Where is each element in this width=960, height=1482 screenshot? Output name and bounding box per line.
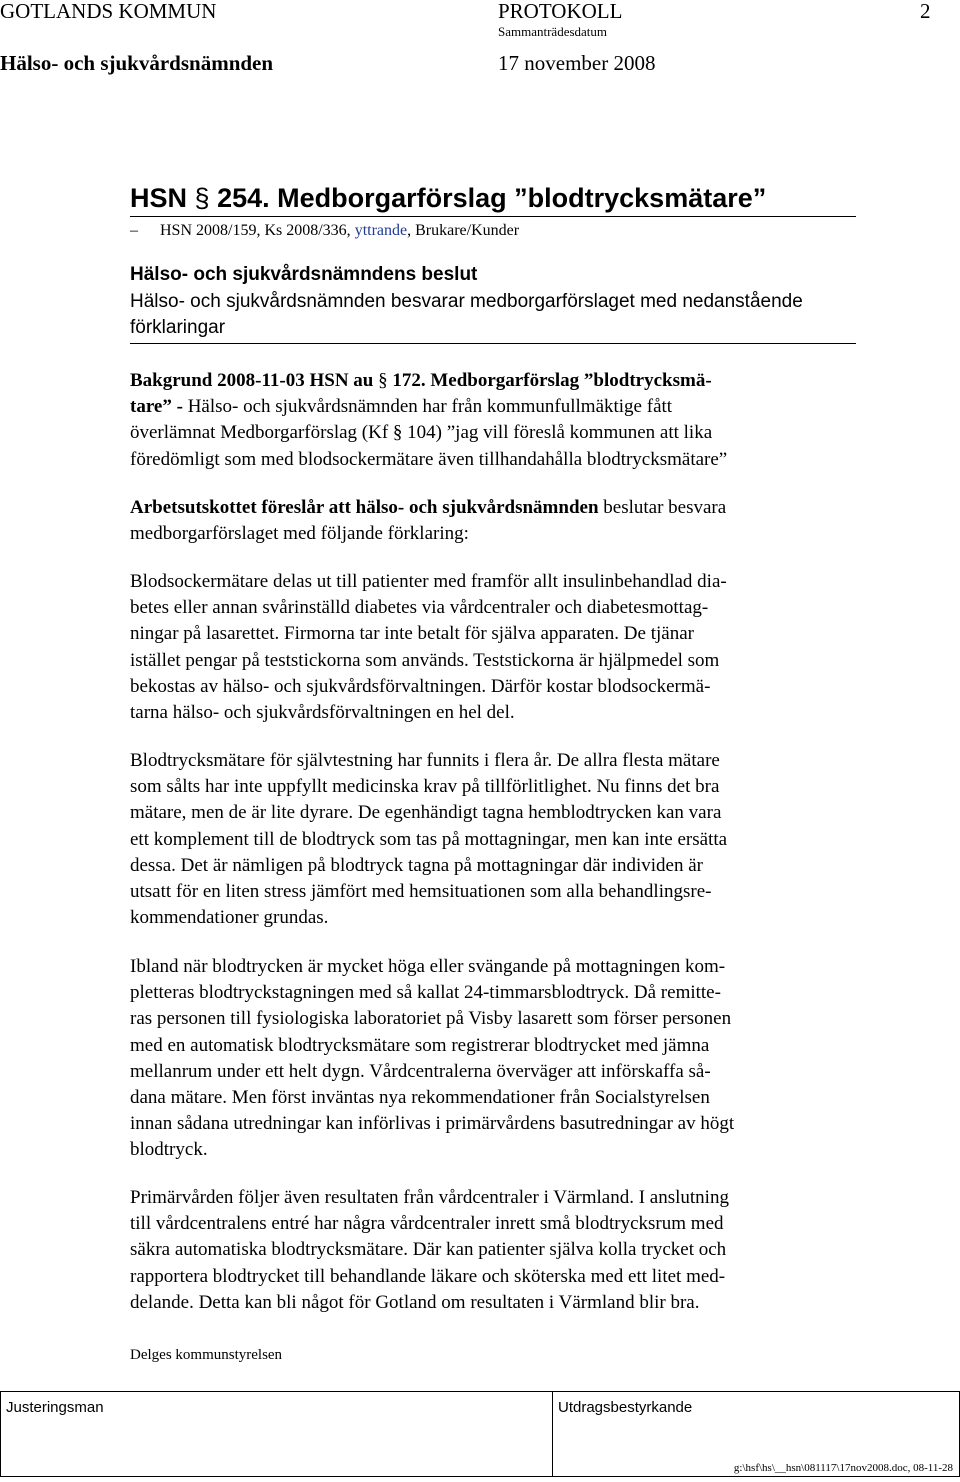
decision-heading: Hälso- och sjukvårdsnämndens beslut — [130, 264, 478, 285]
paragraph-line: Ibland när blodtrycken är mycket höga eller svängande på mottagningen kom- — [130, 956, 726, 977]
decision-text — [130, 289, 850, 341]
background-text: 104) ”jag vill föreslå kommunen att lika — [402, 422, 713, 444]
section-sign-icon: § — [194, 183, 210, 213]
section-title — [130, 183, 766, 214]
background-heading-cont: 172. Medborgarförslag ”blodtrycksmä- — [387, 370, 712, 391]
title-text: 254. Medborgarförslag ”blodtrycksmätare” — [217, 183, 767, 213]
background-heading-end: tare” - — [130, 396, 188, 418]
paragraph-line: Blodtrycksmätare för självtestning har funnits i flera år. De allra flesta mätare — [130, 750, 720, 771]
paragraph-line: tarna hälso- och sjukvårdsförvaltningen en hel del. — [130, 702, 515, 724]
paragraph-line: ett komplement till de blodtryck som tas på mottagningar, men kan inte ersätta — [130, 828, 728, 850]
paragraph-line: till vårdcentralens entré har några vårdcentraler inrett små blodtrycksrum med — [130, 1213, 724, 1235]
paragraph-line: bekostas av hälso- och sjukvårdsförvaltningen. Därför kostar blodsockermä- — [130, 675, 711, 697]
paragraph-varmland — [130, 1185, 850, 1316]
paragraph-line: delande. Detta kan bli något för Gotland om resultaten i Värmland blir bra. — [130, 1291, 700, 1313]
paragraph-line: kommendationer grundas. — [130, 907, 329, 929]
paragraph-line: Blodsockermätare delas ut till patienter med framför allt insulinbehandlad dia- — [130, 571, 727, 592]
reference-line — [130, 221, 519, 241]
paragraph-line: med en automatisk blodtrycksmätare som registrerar blodtrycket med jämna — [130, 1034, 710, 1056]
paragraph-line: ras personen till fysiologiska laboratoriet på Visby lasarett som förser personen — [130, 1008, 732, 1030]
paragraph-line: säkra automatiska blodtrycksmätare. Där kan patienter själva kolla trycket och — [130, 1239, 727, 1261]
paragraph-line: rapportera blodtrycket till behandlande läkare och sköterska med ett litet med- — [130, 1265, 726, 1287]
committee-name: Hälso- och sjukvårdsnämnden — [0, 51, 274, 75]
decision-line: förklaringar — [130, 317, 226, 338]
paragraph-line: Primärvården följer även resultaten från vårdcentraler i Värmland. I anslutning — [130, 1187, 729, 1208]
date-label: Sammanträdesdatum — [498, 24, 608, 39]
utdragsbestyrkande-label: Utdragsbestyrkande — [558, 1399, 693, 1416]
dash-icon: – — [130, 222, 138, 239]
file-path: g:\hsf\hs\__hsn\081117\17nov2008.doc, 08-11-28 — [733, 1462, 953, 1474]
paragraph-line: dana mätare. Men först inväntas nya rekommendationer från Socialstyrelsen — [130, 1087, 710, 1109]
proposal-text: medborgarförslaget med följande förklaring: — [130, 523, 469, 545]
paragraph-line: innan sådana utredningar kan införlivas i primärvårdens basutredningar av högt — [130, 1113, 735, 1135]
section-sign-icon: § — [392, 422, 403, 444]
signature-box-justering — [0, 1391, 553, 1477]
background-paragraph — [130, 368, 850, 473]
signature-box-utdrag — [553, 1391, 960, 1477]
document-type: PROTOKOLL — [498, 0, 623, 23]
justeringsman-label: Justeringsman — [6, 1399, 104, 1416]
background-heading: Bakgrund 2008-11-03 HSN au — [130, 370, 379, 391]
paragraph-blood-sugar — [130, 569, 850, 726]
paragraph-line: blodtryck. — [130, 1139, 208, 1161]
reference-yttrande: yttrande — [354, 222, 408, 239]
proposal-paragraph — [130, 495, 850, 547]
background-text: Hälso- och sjukvårdsnämnden har från kommunfullmäktige fått — [187, 396, 673, 418]
paragraph-line: dessa. Det är nämligen på blodtryck tagna på mottagningar där individen är — [130, 854, 703, 876]
meeting-date: 17 november 2008 — [498, 51, 656, 75]
reference-category: , Brukare/Kunder — [407, 222, 520, 239]
org-name: GOTLANDS KOMMUN — [0, 0, 217, 23]
decision-line: Hälso- och sjukvårdsnämnden besvarar medborgarförslaget med nedanstående — [130, 291, 803, 312]
paragraph-line: istället pengar på teststickorna som används. Teststickorna är hjälpmedel som — [130, 649, 720, 671]
paragraph-line: betes eller annan svårinställd diabetes via vårdcentraler och diabetesmottag- — [130, 597, 709, 619]
background-text: överlämnat Medborgarförslag (Kf — [130, 422, 393, 444]
paragraph-line: utsatt för en liten stress jämfört med hemsituationen som alla behandlingsre- — [130, 881, 712, 903]
paragraph-line: ningar på lasarettet. Firmorna tar inte betalt för själva apparaten. De tjänar — [130, 623, 694, 645]
proposal-text: beslutar besvara — [598, 497, 727, 518]
decision-rule — [130, 343, 856, 344]
paragraph-line: pletteras blodtryckstagningen med så kallat 24-timmarsblodtryck. Då remitte- — [130, 982, 721, 1004]
title-prefix: HSN — [130, 183, 188, 213]
paragraph-line: mellanrum under ett helt dygn. Vårdcentralerna överväger att införskaffa så- — [130, 1060, 711, 1082]
background-text: föredömligt som med blodsockermätare även tillhandahålla blodtrycksmätare” — [130, 448, 728, 470]
reference-numbers: HSN 2008/159, Ks 2008/336, — [160, 222, 355, 239]
title-rule — [130, 216, 856, 217]
paragraph-line: mätare, men de är lite dyrare. De egenhändigt tagna hemblodtrycken kan vara — [130, 802, 722, 824]
proposal-bold: Arbetsutskottet föreslår att hälso- och sjukvårdsnämnden — [130, 497, 599, 518]
distribution-note: Delges kommunstyrelsen — [130, 1347, 283, 1363]
paragraph-line: som sålts har inte uppfyllt medicinska krav på tillförlitlighet. Nu finns det bra — [130, 776, 720, 798]
section-sign-icon: § — [378, 370, 388, 391]
page-number: 2 — [920, 0, 931, 23]
paragraph-self-testing — [130, 748, 850, 931]
paragraph-24h-monitoring — [130, 954, 850, 1164]
